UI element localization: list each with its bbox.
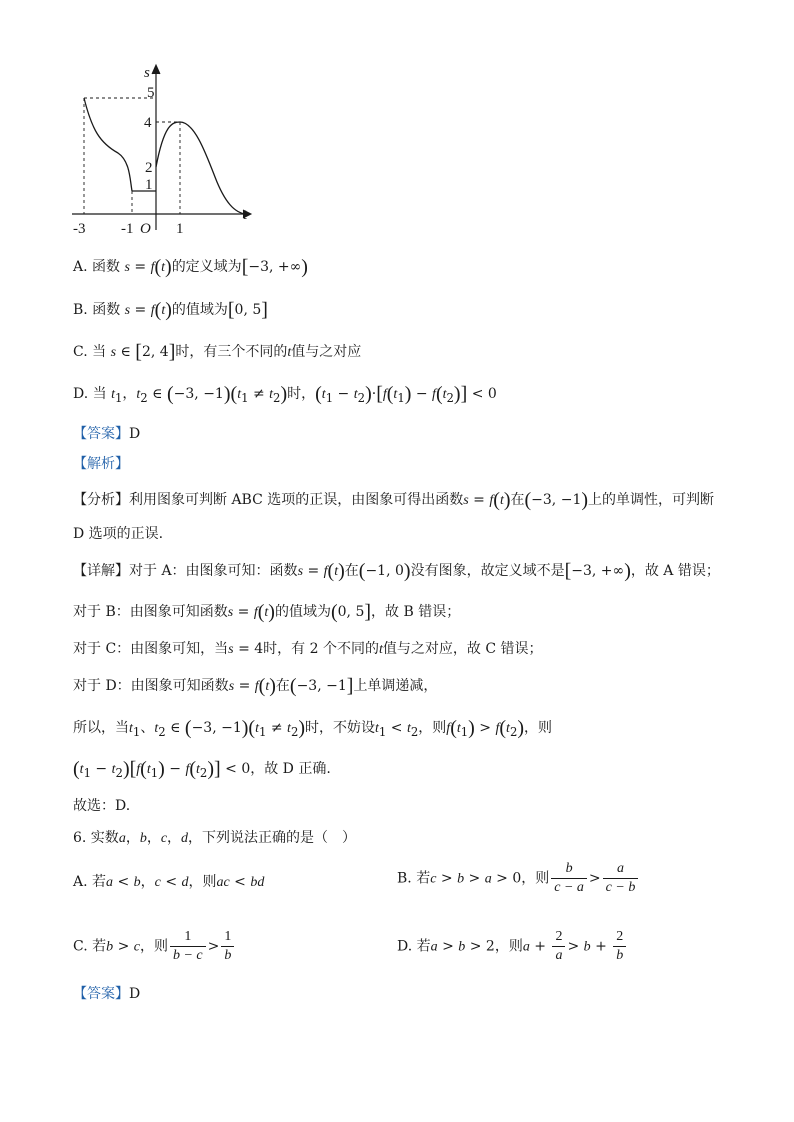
q6-option-c: C. 若b > c，则 $\frac{1}{b - c}$ > $\frac{1}{b}$ [73, 928, 236, 965]
y-tick-5: 5 [147, 85, 155, 101]
function-graph [60, 55, 270, 240]
option-a: A. 函数 s = f(t)的定义域为[−3, +∞) [73, 256, 308, 278]
detail-c: 对于 C：由图象可知，当s = 4时，有 2 个不同的t值与之对应，故 C 错误； [73, 641, 543, 657]
y-tick-4: 4 [144, 115, 152, 131]
curve-segment-2 [156, 122, 246, 214]
q6-option-b: B. 若c > b > a > 0，则 $\frac{b}{c - a}$ > $\frac{a}{c - b}$ [397, 860, 640, 897]
origin-label: O [140, 221, 151, 237]
y-tick-2: 2 [145, 160, 153, 176]
axis-label-t: t [243, 207, 248, 223]
y-tick-1: 1 [145, 177, 153, 193]
detail-d: 对于 D：由图象可知函数s = f(t)在(−3, −1]上单调递减， [73, 675, 438, 697]
x-tick-1: 1 [176, 221, 184, 237]
x-tick-neg1: -1 [121, 221, 134, 237]
detail-b: 对于 B：由图象可知函数s = f(t)的值域为(0, 5]，故 B 错误； [73, 601, 461, 623]
x-tick-neg3: -3 [73, 221, 86, 237]
answer-1: 【答案】D [73, 426, 141, 442]
axis-label-s: s [144, 65, 150, 81]
option-c: C. 当 s ∈ [2, 4]时，有三个不同的t值与之对应 [73, 341, 362, 363]
answer-2: 【答案】D [73, 986, 141, 1002]
detail-f: $(t_1 - t_2)[f(t_1) - f(t_2)] < 0$，故 D 正确. [73, 758, 331, 780]
fenxi-line-1: 【分析】利用图象可判断 ABC 选项的正误，由图象可得出函数s = f(t)在(−3, −1)上的单调性，可判断 [73, 489, 715, 511]
detail-g: 故选：D. [73, 798, 131, 814]
question-6-stem: 6. 实数a，b，c，d，下列说法正确的是（ ） [73, 830, 357, 846]
curve-segment-1 [84, 98, 132, 191]
option-d: D. 当 $t_1$，$t_2$ ∈ (−3, $-1)(t_1 \ne t_2)$时，$(t_1 - t_2)\cdot[f(t_1) - f(t_2)] < 0$ [73, 383, 497, 405]
y-axis-arrow [152, 65, 160, 74]
fenxi-line-2: D 选项的正误. [73, 526, 164, 542]
q6-option-a: A. 若a < b，c < d，则ac < bd [73, 874, 265, 890]
option-b: B. 函数 s = f(t)的值域为[0, 5] [73, 299, 268, 321]
detail-a: 【详解】对于 A：由图象可知：函数s = f(t)在(−1, 0)没有图象，故定义域不是[−3, +∞)，故 A 错误； [73, 560, 720, 582]
analysis-header: 【解析】 [73, 456, 129, 472]
q6-option-d: D. 若a > b > 2，则a + $\frac{2}{a}$ > b + $\frac{2}{b}$ [397, 928, 628, 965]
detail-e: 所以，当$t_1$、$t_2$ ∈ (−3, $-1)(t_1 \ne t_2)$时，不妨设$t_1 < t_2$，则$f(t_1) > f(t_2)$，则 [73, 717, 553, 739]
